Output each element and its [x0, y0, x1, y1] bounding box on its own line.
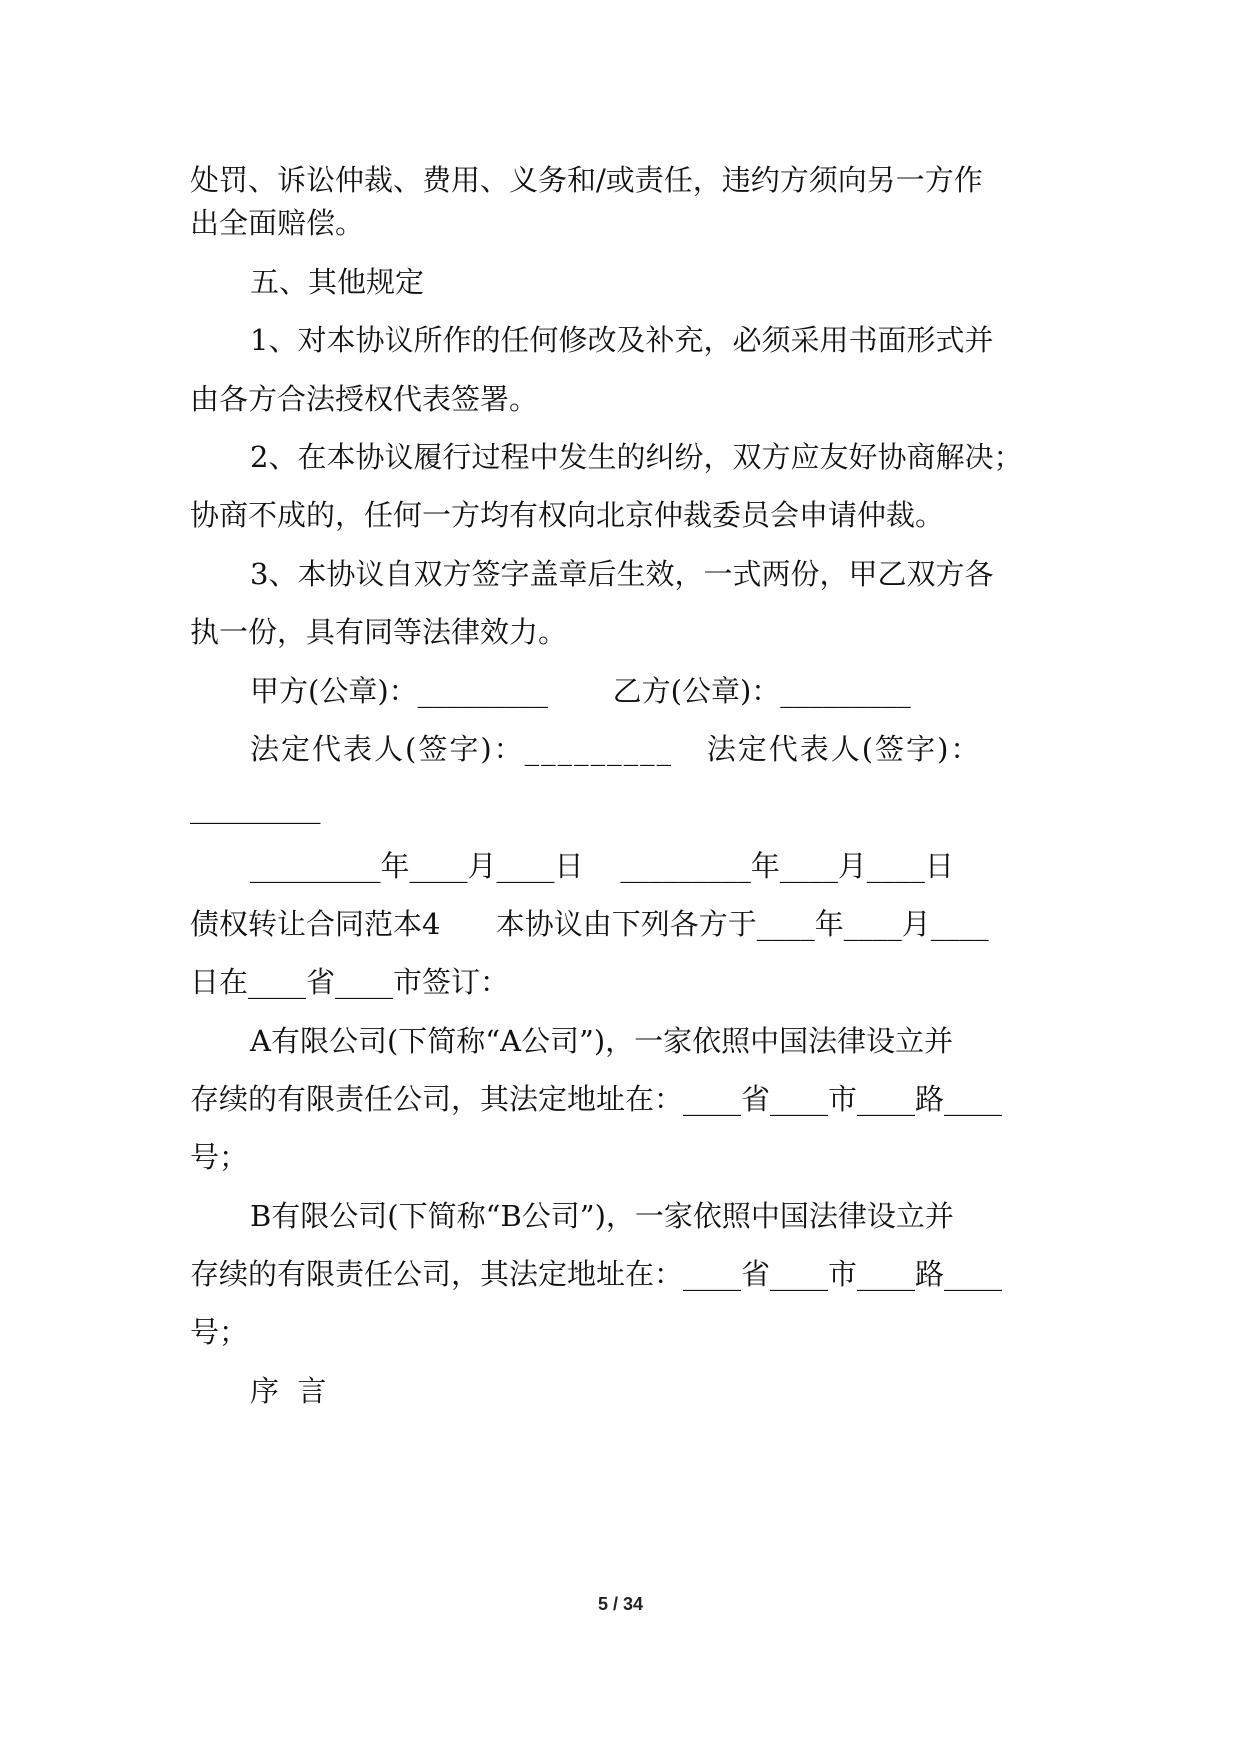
- party-b-line: B有限公司(下简称“B公司”)，一家依照中国法律设立并: [250, 1199, 954, 1233]
- paragraph-line: 号；: [190, 1140, 249, 1174]
- paragraph-line: 1、对本协议所作的任何修改及补充，必须采用书面形式并: [250, 323, 994, 357]
- contract-title-line: 债权转让合同范本4 本协议由下列各方于____年____月____: [190, 907, 989, 941]
- page-number: 5 / 34: [597, 1594, 644, 1614]
- paragraph-line: 2、在本协议履行过程中发生的纠纷，双方应友好协商解决；: [250, 440, 1023, 474]
- party-a-address-line: 存续的有限责任公司，其法定地址在：____省____市____路____: [190, 1082, 1003, 1116]
- section-heading: 五、其他规定: [250, 265, 425, 299]
- paragraph-line: 处罚、诉讼仲裁、费用、义务和/或责任，违约方须向另一方作: [190, 163, 983, 197]
- preface-heading: 序 言: [250, 1374, 327, 1408]
- signature-representative-line: 法定代表人(签字)：_________ 法定代表人(签字)：: [250, 732, 982, 766]
- paragraph-line: 由各方合法授权代表签署。: [190, 382, 539, 416]
- party-a-line: A有限公司(下简称“A公司”)，一家依照中国法律设立并: [250, 1024, 954, 1058]
- paragraph-line: 执一份，具有同等法律效力。: [190, 615, 568, 649]
- signature-seal-line: 甲方(公章)：_________ 乙方(公章)：_________: [250, 674, 911, 708]
- paragraph-line: 日在____省____市签订：: [190, 965, 510, 999]
- signature-blank-line: _________: [190, 790, 321, 824]
- paragraph-line: 3、本协议自双方签字盖章后生效，一式两份，甲乙双方各: [250, 557, 994, 591]
- date-line: _________年____月____日 _________年____月____日: [250, 849, 954, 883]
- paragraph-line: 协商不成的，任何一方均有权向北京仲裁委员会申请仲裁。: [190, 498, 945, 532]
- paragraph-line: 号；: [190, 1315, 249, 1349]
- paragraph-line: 出全面赔偿。: [190, 206, 365, 240]
- party-b-address-line: 存续的有限责任公司，其法定地址在：____省____市____路____: [190, 1257, 1003, 1291]
